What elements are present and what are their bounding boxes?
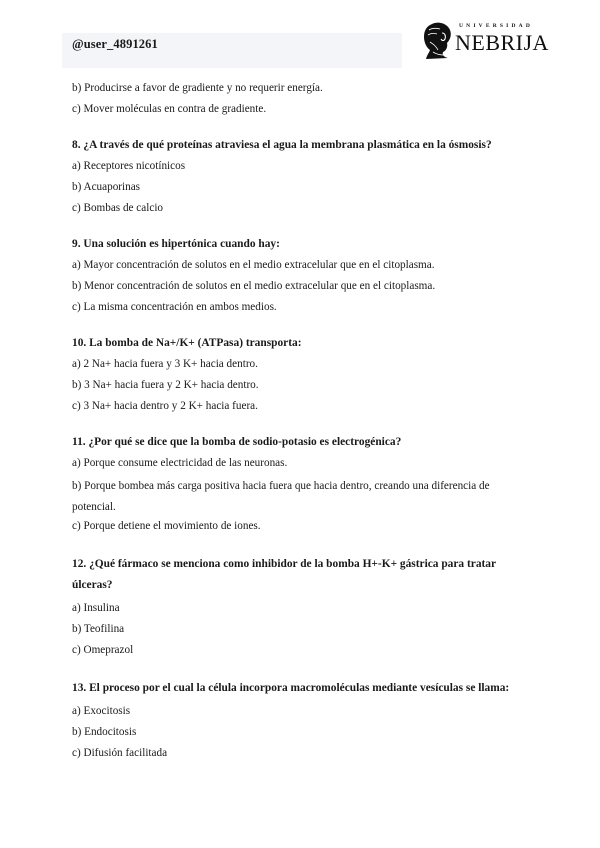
answer-option: b) Acuaporinas <box>72 181 141 193</box>
question-13: 13. El proceso por el cual la célula incorpora macromoléculas mediante vesículas se llama: <box>72 682 510 694</box>
answer-option: b) Porque bombea más carga positiva hacia fuera que hacia dentro, creando una diferencia de potencial. <box>72 480 490 513</box>
nebrija-bust-icon <box>418 20 456 60</box>
answer-option: a) Exocitosis <box>72 705 131 717</box>
question-9: 9. Una solución es hipertónica cuando hay: <box>72 238 280 250</box>
answer-option: b) 3 Na+ hacia fuera y 2 K+ hacia dentro. <box>72 379 259 391</box>
answer-option: a) Mayor concentración de solutos en el medio extracelular que en el citoplasma. <box>72 259 435 271</box>
answer-option: c) Difusión facilitada <box>72 747 168 759</box>
logo-top-text: UNIVERSIDAD <box>459 23 534 29</box>
answer-option: c) 3 Na+ hacia dentro y 2 K+ hacia fuera. <box>72 400 258 412</box>
document-body <box>72 80 532 766</box>
answer-option: b) Endocitosis <box>72 726 137 738</box>
answer-option: c) Porque detiene el movimiento de iones. <box>72 520 261 532</box>
question-11: 11. ¿Por qué se dice que la bomba de sodio-potasio es electrogénica? <box>72 436 402 448</box>
user-handle: @user_4891261 <box>72 37 158 51</box>
answer-option: c) Omeprazol <box>72 644 134 656</box>
answer-option: b) Teofilina <box>72 623 125 635</box>
answer-option: a) Receptores nicotínicos <box>72 160 186 172</box>
answer-option: a) Porque consume electricidad de las neuronas. <box>72 457 288 469</box>
answer-option: c) Mover moléculas en contra de gradiente. <box>72 103 267 115</box>
answer-option: a) 2 Na+ hacia fuera y 3 K+ hacia dentro. <box>72 358 258 370</box>
answer-option: b) Menor concentración de solutos en el medio extracelular que en el citoplasma. <box>72 280 436 292</box>
question-12: 12. ¿Qué fármaco se menciona como inhibidor de la bomba H+-K+ gástrica para tratar úlceras? <box>72 558 496 591</box>
university-logo <box>418 20 549 62</box>
answer-option: c) La misma concentración en ambos medios. <box>72 301 277 313</box>
question-8: 8. ¿A través de qué proteínas atraviesa el agua la membrana plasmática en la ósmosis? <box>72 139 492 151</box>
logo-wordmark: NEBRIJA <box>455 30 549 55</box>
answer-option: b) Producirse a favor de gradiente y no requerir energía. <box>72 82 323 94</box>
answer-option: c) Bombas de calcio <box>72 202 164 214</box>
question-10: 10. La bomba de Na+/K+ (ATPasa) transporta: <box>72 337 302 349</box>
answer-option: a) Insulina <box>72 602 120 614</box>
